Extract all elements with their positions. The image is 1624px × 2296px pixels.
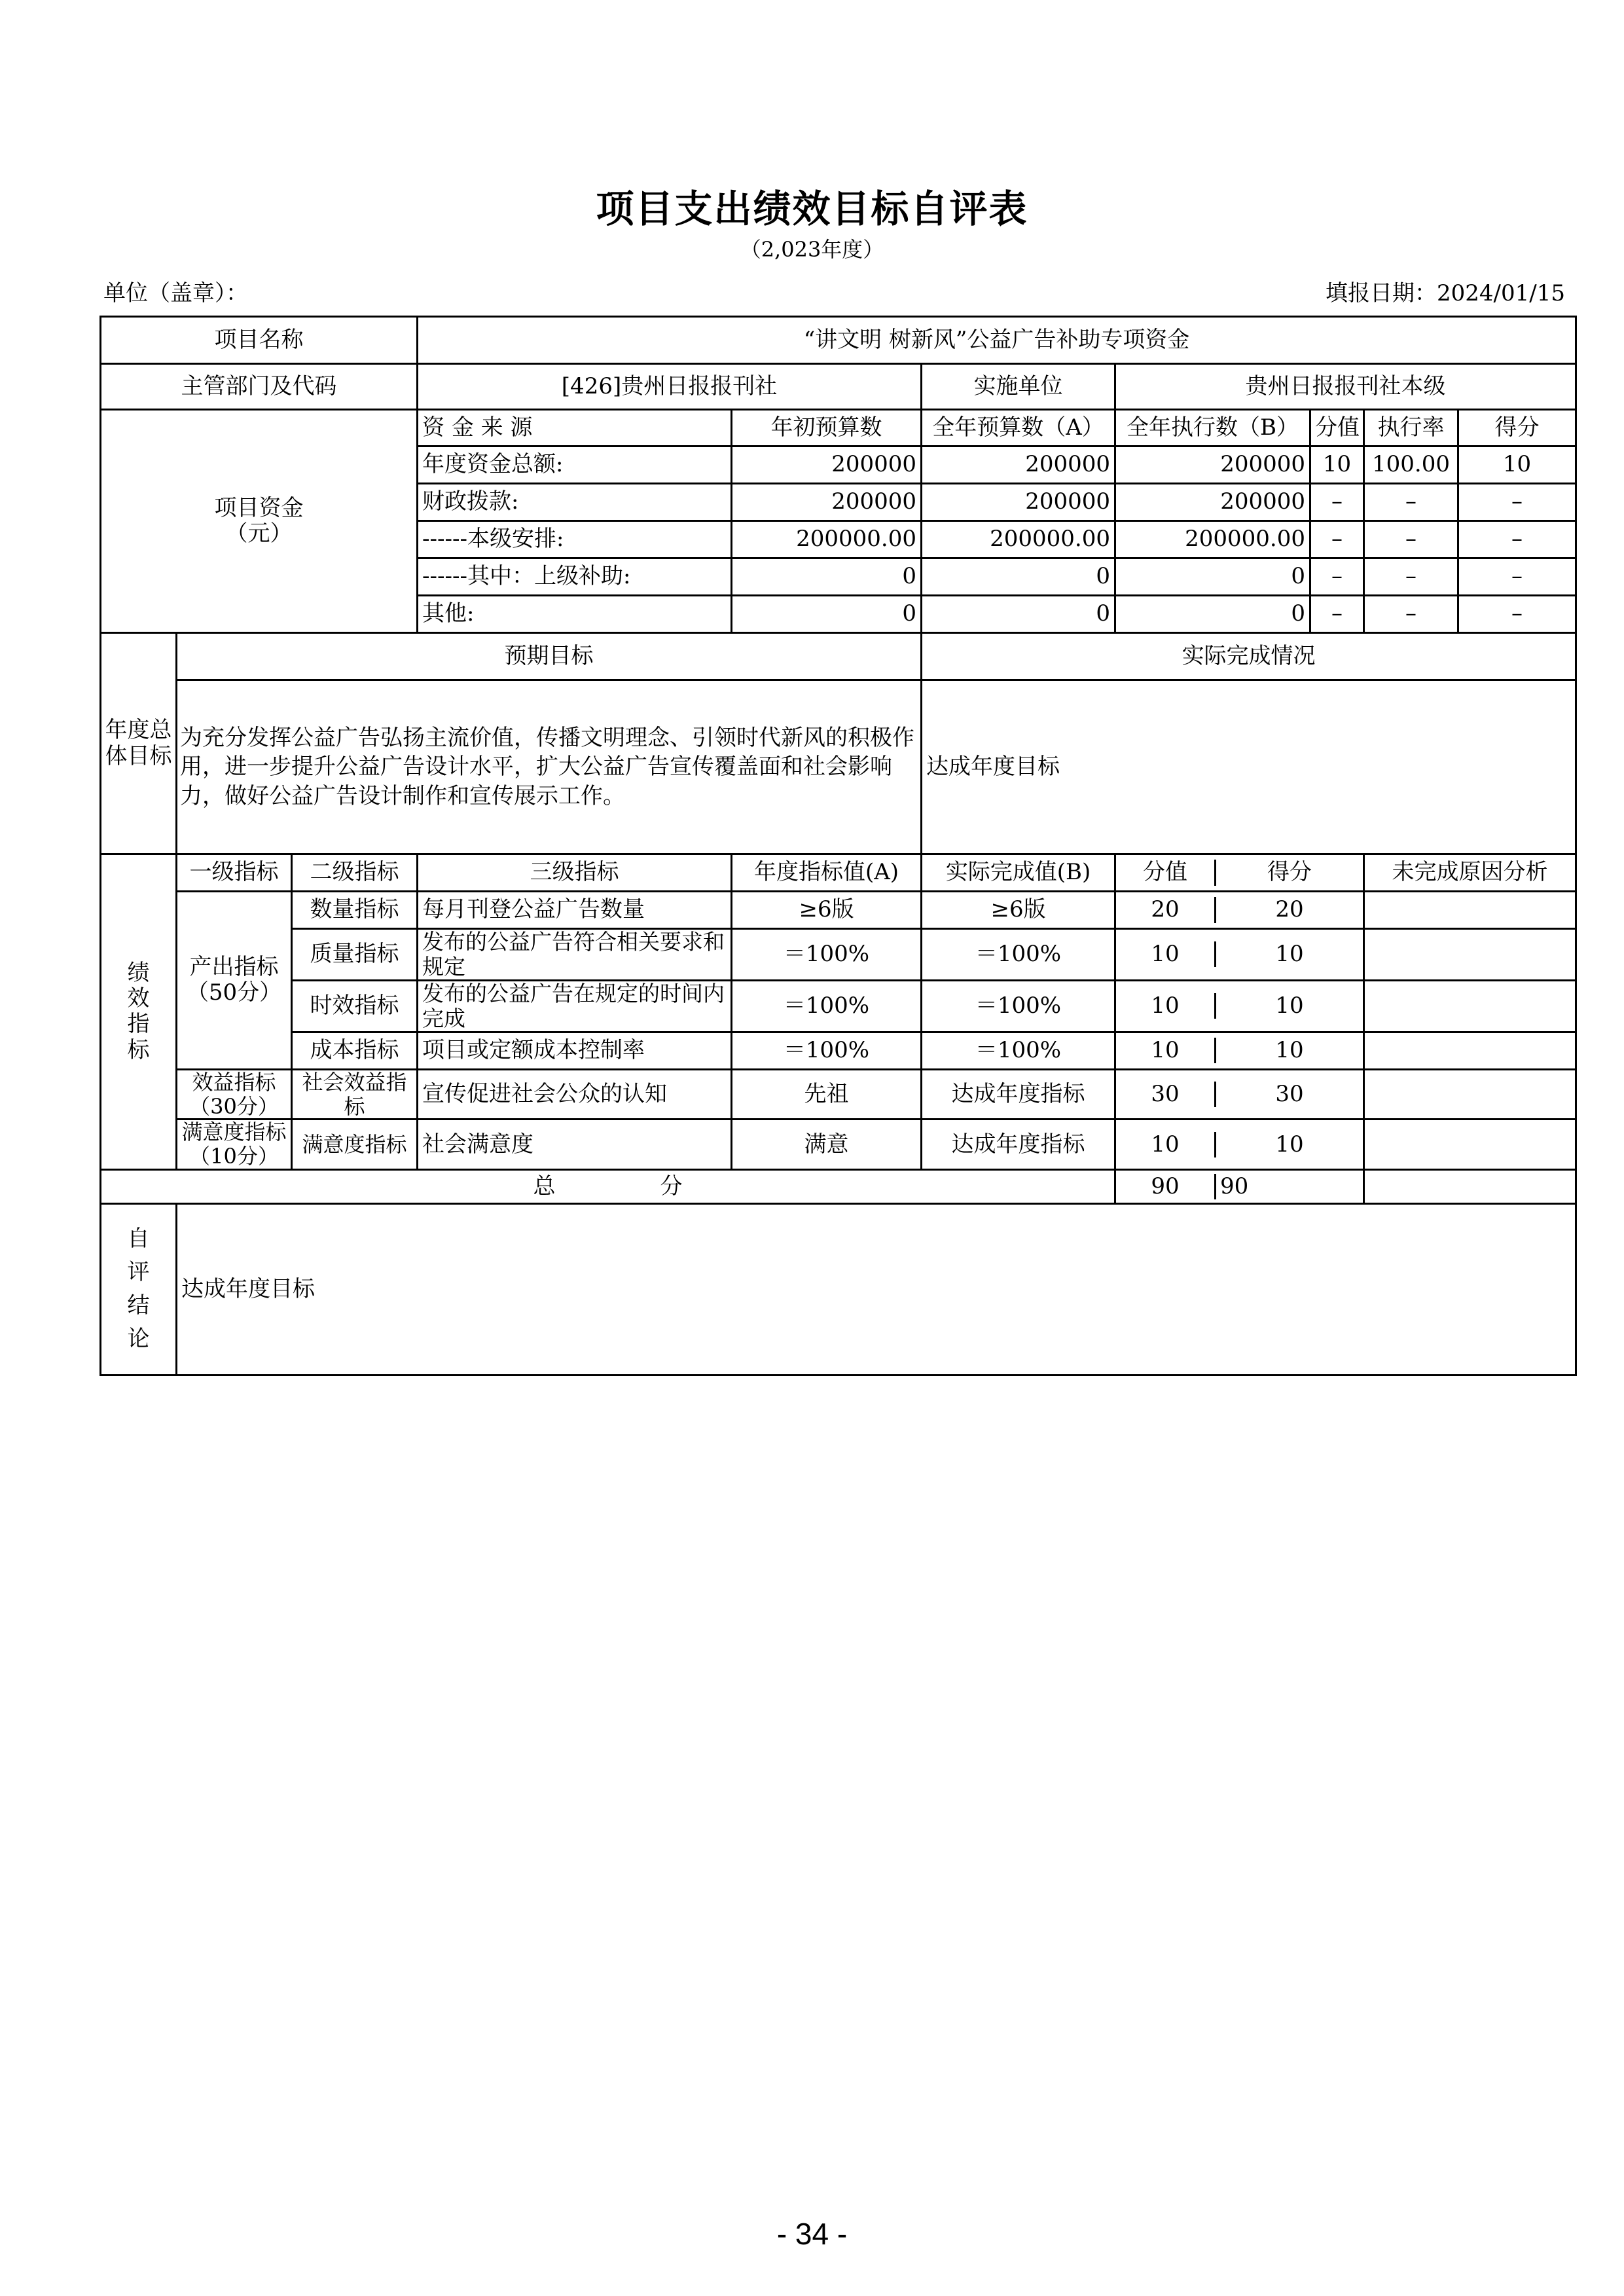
perf-score: 10 bbox=[1214, 1132, 1363, 1157]
perf-score: 20 bbox=[1214, 897, 1363, 922]
total-reason bbox=[1364, 1169, 1576, 1203]
perf-actual: ≥6版 bbox=[922, 892, 1115, 929]
funds-annual: 200000 bbox=[922, 484, 1115, 521]
perf-l2: 数量指标 bbox=[292, 892, 418, 929]
funds-header-executed: 全年执行数（B） bbox=[1115, 410, 1310, 446]
perf-value: 30 bbox=[1151, 1081, 1180, 1107]
perf-target: ≥6版 bbox=[732, 892, 922, 929]
total-row bbox=[101, 1169, 1576, 1203]
unit-seal-label: 单位（盖章）： bbox=[103, 280, 248, 306]
perf-l3: 发布的公益广告符合相关要求和规定 bbox=[418, 929, 732, 981]
actual-completion-header: 实际完成情况 bbox=[922, 633, 1576, 680]
perf-value: 20 bbox=[1151, 896, 1180, 923]
total-label-a: 总 bbox=[533, 1173, 556, 1199]
funds-initial: 0 bbox=[732, 558, 922, 596]
funds-header-score-value: 分值 bbox=[1310, 410, 1364, 446]
perf-l1: 满意度指标（10分） bbox=[177, 1120, 292, 1170]
funds-initial: 200000 bbox=[732, 446, 922, 484]
perf-score: 10 bbox=[1214, 1038, 1363, 1063]
dept-label: 主管部门及代码 bbox=[101, 364, 418, 410]
perf-target: 满意 bbox=[732, 1120, 922, 1170]
perf-target: ＝100% bbox=[732, 1032, 922, 1069]
perf-reason bbox=[1364, 1120, 1576, 1170]
funds-score: – bbox=[1458, 596, 1576, 633]
perf-actual: ＝100% bbox=[922, 980, 1115, 1032]
perf-l2: 时效指标 bbox=[292, 980, 418, 1032]
funds-executed: 0 bbox=[1115, 596, 1310, 633]
total-label-b: 分 bbox=[660, 1173, 683, 1199]
perf-actual: ＝100% bbox=[922, 929, 1115, 981]
impl-unit-label: 实施单位 bbox=[922, 364, 1115, 410]
table-row bbox=[101, 929, 1576, 981]
funds-executed: 200000 bbox=[1115, 446, 1310, 484]
funds-score-value: – bbox=[1310, 596, 1364, 633]
perf-score: 30 bbox=[1214, 1082, 1363, 1107]
funds-annual: 0 bbox=[922, 596, 1115, 633]
funds-rate: – bbox=[1364, 521, 1458, 558]
project-name-value: “讲文明 树新风”公益广告补助专项资金 bbox=[418, 317, 1576, 364]
funds-executed: 0 bbox=[1115, 558, 1310, 596]
perf-value: 10 bbox=[1151, 993, 1180, 1019]
actual-completion-text: 达成年度目标 bbox=[922, 680, 1576, 854]
funds-score: – bbox=[1458, 558, 1576, 596]
impl-unit-value: 贵州日报报刊社本级 bbox=[1115, 364, 1576, 410]
perf-reason bbox=[1364, 892, 1576, 929]
project-funds-label bbox=[101, 410, 418, 633]
funds-header-annual: 全年预算数（A） bbox=[922, 410, 1115, 446]
perf-l2: 成本指标 bbox=[292, 1032, 418, 1069]
page-title: 项目支出绩效目标自评表 bbox=[596, 187, 1028, 231]
funds-source: ------其中：上级补助: bbox=[418, 558, 732, 596]
perf-header-l3: 三级指标 bbox=[418, 854, 732, 892]
table-row bbox=[101, 1069, 1576, 1120]
perf-value: 10 bbox=[1151, 941, 1180, 968]
expected-goal-header: 预期目标 bbox=[177, 633, 922, 680]
funds-annual: 200000 bbox=[922, 446, 1115, 484]
perf-l3: 发布的公益广告在规定的时间内完成 bbox=[418, 980, 732, 1032]
funds-source: 年度资金总额: bbox=[418, 446, 732, 484]
perf-l1: 效益指标（30分） bbox=[177, 1069, 292, 1120]
funds-rate: – bbox=[1364, 596, 1458, 633]
total-label bbox=[101, 1169, 1115, 1203]
funds-score-value: – bbox=[1310, 521, 1364, 558]
perf-l2: 质量指标 bbox=[292, 929, 418, 981]
perf-l3: 项目或定额成本控制率 bbox=[418, 1032, 732, 1069]
funds-score: – bbox=[1458, 484, 1576, 521]
perf-header-score: 得分 bbox=[1214, 860, 1363, 885]
perf-l3: 宣传促进社会公众的认知 bbox=[418, 1069, 732, 1120]
self-evaluation-table bbox=[99, 316, 1577, 1376]
funds-score: 10 bbox=[1458, 446, 1576, 484]
total-value: 90 bbox=[1151, 1173, 1180, 1199]
funds-initial: 200000.00 bbox=[732, 521, 922, 558]
funds-source: ------本级安排: bbox=[418, 521, 732, 558]
fill-date: 填报日期：2024/01/15 bbox=[1326, 280, 1565, 306]
perf-reason bbox=[1364, 1032, 1576, 1069]
performance-indicator-label: 绩效指标 bbox=[101, 854, 177, 1170]
funds-score-value: 10 bbox=[1310, 446, 1364, 484]
perf-header-target: 年度指标值(A) bbox=[732, 854, 922, 892]
perf-l3: 社会满意度 bbox=[418, 1120, 732, 1170]
perf-l3: 每月刊登公益广告数量 bbox=[418, 892, 732, 929]
annual-goal-label: 年度总体目标 bbox=[101, 633, 177, 854]
perf-actual: 达成年度指标 bbox=[922, 1120, 1115, 1170]
funds-score: – bbox=[1458, 521, 1576, 558]
perf-target: ＝100% bbox=[732, 980, 922, 1032]
table-row bbox=[101, 892, 1576, 929]
perf-l2: 社会效益指标 bbox=[292, 1069, 418, 1120]
funds-score-value: – bbox=[1310, 558, 1364, 596]
funds-header-rate: 执行率 bbox=[1364, 410, 1458, 446]
page-number: - 34 - bbox=[776, 2217, 848, 2251]
funds-executed: 200000.00 bbox=[1115, 521, 1310, 558]
output-indicator-group: 产出指标（50分） bbox=[177, 892, 292, 1070]
funds-label-line2: （元） bbox=[225, 520, 293, 547]
table-row bbox=[101, 1120, 1576, 1170]
funds-initial: 0 bbox=[732, 596, 922, 633]
funds-header-score: 得分 bbox=[1458, 410, 1576, 446]
table-row bbox=[101, 980, 1576, 1032]
funds-rate: – bbox=[1364, 484, 1458, 521]
perf-actual: ＝100% bbox=[922, 1032, 1115, 1069]
conclusion-label: 自评结论 bbox=[101, 1203, 177, 1375]
funds-header-source: 资 金 来 源 bbox=[418, 410, 732, 446]
funds-source: 其他: bbox=[418, 596, 732, 633]
table-row bbox=[101, 1032, 1576, 1069]
funds-label-line1: 项目资金 bbox=[214, 494, 304, 521]
funds-score-value: – bbox=[1310, 484, 1364, 521]
fiscal-year-subtitle: （2,023年度） bbox=[740, 237, 884, 262]
perf-target: ＝100% bbox=[732, 929, 922, 981]
perf-actual: 达成年度指标 bbox=[922, 1069, 1115, 1120]
expected-goal-text: 为充分发挥公益广告弘扬主流价值，传播文明理念、引领时代新风的积极作用，进一步提升公益广告设计水平，扩大公益广告宣传覆盖面和社会影响力，做好公益广告设计制作和宣传展示工作。 bbox=[177, 680, 922, 854]
perf-value: 10 bbox=[1151, 1131, 1180, 1157]
perf-header-l1: 一级指标 bbox=[177, 854, 292, 892]
funds-rate: 100.00 bbox=[1364, 446, 1458, 484]
total-score: 90 bbox=[1214, 1174, 1363, 1199]
funds-initial: 200000 bbox=[732, 484, 922, 521]
conclusion-text: 达成年度目标 bbox=[177, 1203, 1576, 1375]
funds-executed: 200000 bbox=[1115, 484, 1310, 521]
funds-source: 财政拨款: bbox=[418, 484, 732, 521]
funds-rate: – bbox=[1364, 558, 1458, 596]
perf-reason bbox=[1364, 1069, 1576, 1120]
perf-reason bbox=[1364, 980, 1576, 1032]
perf-score: 10 bbox=[1214, 941, 1363, 967]
perf-header-actual: 实际完成值(B) bbox=[922, 854, 1115, 892]
funds-annual: 200000.00 bbox=[922, 521, 1115, 558]
perf-target: 先祖 bbox=[732, 1069, 922, 1120]
perf-header-reason: 未完成原因分析 bbox=[1364, 854, 1576, 892]
perf-header-l2: 二级指标 bbox=[292, 854, 418, 892]
perf-header-value: 分值 bbox=[1143, 859, 1188, 886]
project-name-label: 项目名称 bbox=[101, 317, 418, 364]
perf-value: 10 bbox=[1151, 1037, 1180, 1064]
perf-reason bbox=[1364, 929, 1576, 981]
dept-value: [426]贵州日报报刊社 bbox=[418, 364, 922, 410]
perf-score: 10 bbox=[1214, 993, 1363, 1019]
funds-annual: 0 bbox=[922, 558, 1115, 596]
perf-l2: 满意度指标 bbox=[292, 1120, 418, 1170]
funds-header-initial: 年初预算数 bbox=[732, 410, 922, 446]
